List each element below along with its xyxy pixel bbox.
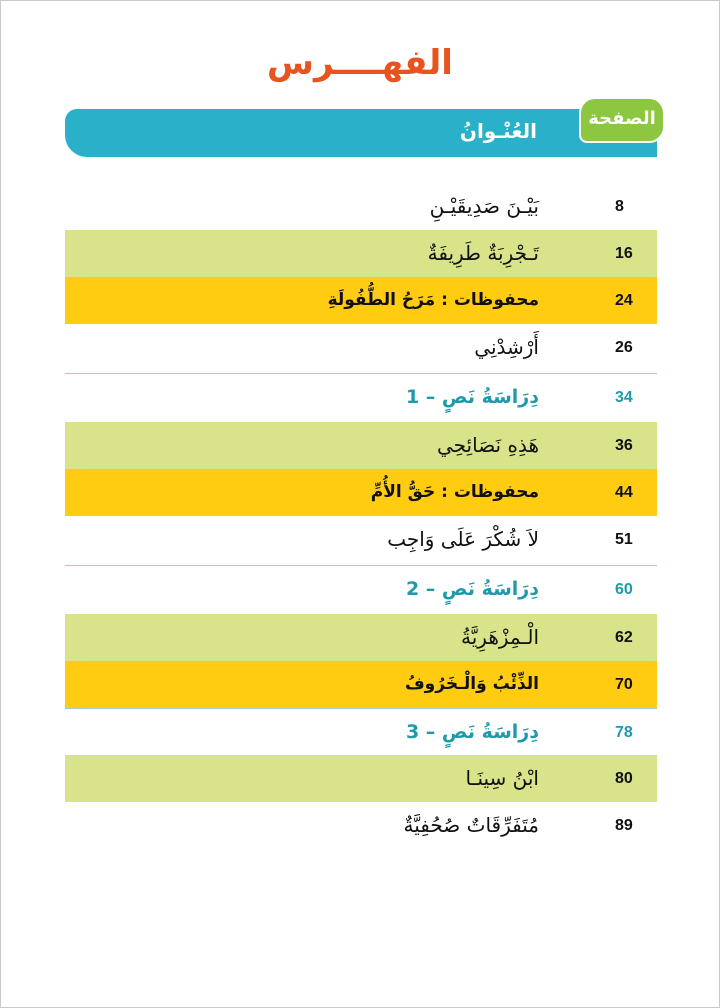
toc-section-row[interactable] bbox=[65, 708, 657, 755]
toc-page-number: 16 bbox=[615, 245, 633, 262]
toc-row[interactable] bbox=[65, 422, 657, 469]
toc-page-number: 34 bbox=[615, 389, 633, 406]
toc-row[interactable] bbox=[65, 469, 657, 516]
toc-section-title: دِرَاسَةُ نَصٍ – 1 bbox=[405, 386, 539, 408]
toc-page-number: 24 bbox=[615, 292, 633, 309]
toc-entry-title: هَذِهِ نَصَائِحِي bbox=[436, 433, 539, 457]
toc-page-number: 26 bbox=[615, 339, 633, 356]
toc-entry-title: محفوظات : مَرَحُ الطُّفُولَةِ bbox=[327, 290, 539, 310]
toc-page-number: 62 bbox=[615, 629, 633, 646]
toc-entry-title: أَرْشِدْنِي bbox=[474, 335, 539, 359]
toc-row[interactable] bbox=[65, 614, 657, 661]
toc-row[interactable] bbox=[65, 183, 657, 230]
toc-row[interactable] bbox=[65, 324, 657, 373]
toc-entry-title: بَيْـنَ صَدِيقَيْـنِ bbox=[429, 194, 539, 218]
toc-page-number: 78 bbox=[615, 724, 633, 741]
toc-row[interactable] bbox=[65, 661, 657, 708]
page-column-header: الصفحة bbox=[579, 97, 665, 143]
toc-page-number: 89 bbox=[615, 817, 633, 834]
page-title: الفهــــرس bbox=[267, 43, 453, 83]
toc-page-number: 36 bbox=[615, 437, 633, 454]
toc-row[interactable] bbox=[65, 755, 657, 802]
toc-entry-title: مُتَفَرِّقَاتٌ صُحُفِيَّةٌ bbox=[403, 813, 539, 837]
toc-entry-title: محفوظات : حَقُّ الأُمِّ bbox=[370, 482, 539, 502]
toc-entry-title: الْـمِزْهَرِيَّةُ bbox=[461, 625, 539, 649]
toc-section-row[interactable] bbox=[65, 373, 657, 422]
toc-page-number: 70 bbox=[615, 676, 633, 693]
toc-row[interactable] bbox=[65, 230, 657, 277]
toc-entry-title: لاَ شُكْرَ عَلَى وَاجِب bbox=[387, 527, 539, 551]
toc-page-number: 60 bbox=[615, 581, 633, 598]
toc-page-number: 80 bbox=[615, 770, 633, 787]
toc-row[interactable] bbox=[65, 516, 657, 565]
toc-section-title: دِرَاسَةُ نَصٍ – 2 bbox=[405, 578, 539, 600]
toc-entry-title: ابْنُ سِينَـا bbox=[465, 766, 539, 790]
toc-page-number: 44 bbox=[615, 484, 633, 501]
toc-list bbox=[65, 183, 657, 851]
column-title-header: العُنْـوانُ bbox=[459, 119, 537, 143]
toc-entry-title: الذِّئْبُ وَالْـخَرُوفُ bbox=[404, 674, 539, 694]
toc-section-row[interactable] bbox=[65, 565, 657, 614]
toc-row[interactable] bbox=[65, 802, 657, 851]
toc-row[interactable] bbox=[65, 277, 657, 324]
toc-entry-title: تَـجْرِبَةٌ طَرِيفَةٌ bbox=[427, 241, 539, 265]
toc-page-number: 51 bbox=[615, 531, 633, 548]
toc-section-title: دِرَاسَةُ نَصٍ – 3 bbox=[405, 721, 539, 743]
table-header-bar bbox=[65, 109, 657, 157]
toc-page-number: 8 bbox=[615, 198, 624, 215]
